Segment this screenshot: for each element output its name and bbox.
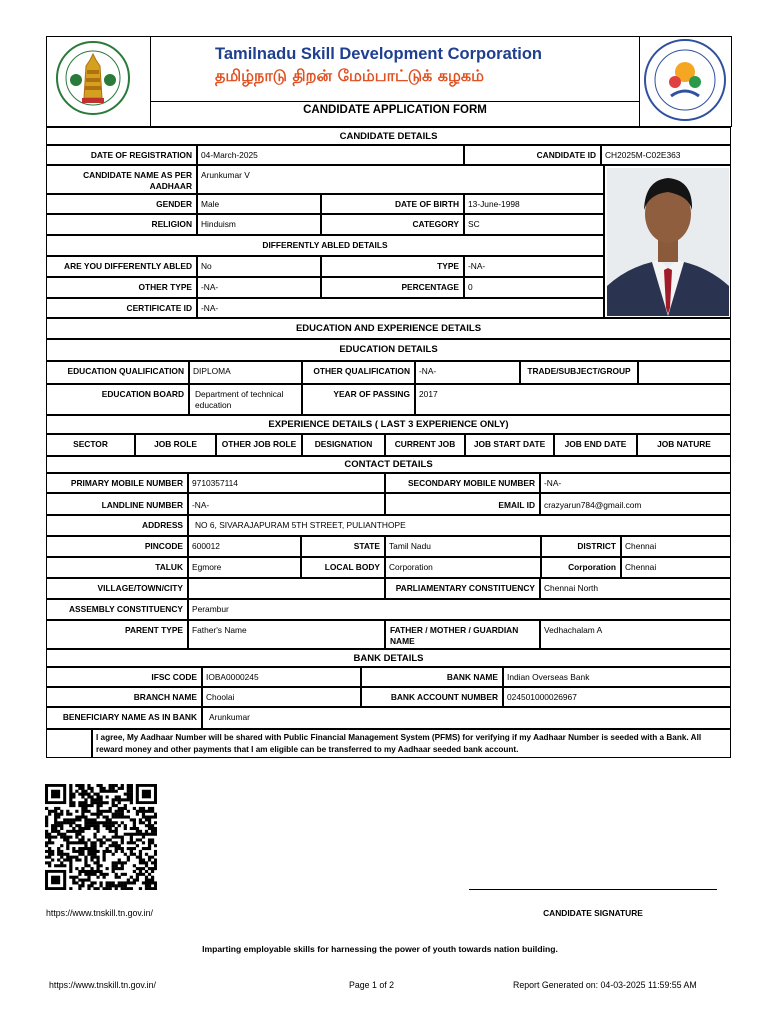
label-pincode: PINCODE [46, 536, 188, 557]
value-certificate-id: -NA- [197, 298, 604, 318]
section-bank-details: BANK DETAILS [46, 649, 731, 667]
tn-emblem-logo [54, 40, 132, 120]
section-education-experience: EDUCATION AND EXPERIENCE DETAILS [46, 318, 731, 339]
label-primary-mobile: PRIMARY MOBILE NUMBER [46, 473, 188, 493]
label-beneficiary-name: BENEFICIARY NAME AS IN BANK [46, 707, 202, 729]
label-year-of-passing: YEAR OF PASSING [302, 384, 415, 415]
value-pincode: 600012 [188, 536, 301, 557]
report-generated: Report Generated on: 04-03-2025 11:59:55 AM [513, 980, 697, 990]
exp-col-other-job-role: OTHER JOB ROLE [216, 434, 302, 456]
value-date-of-registration: 04-March-2025 [197, 145, 464, 165]
value-date-of-birth: 13-June-1998 [464, 194, 604, 214]
value-ifsc-code: IOBA0000245 [202, 667, 361, 687]
label-category: CATEGORY [321, 214, 464, 235]
label-bank-name: BANK NAME [361, 667, 503, 687]
label-father-mother-guardian: FATHER / MOTHER / GUARDIAN NAME [385, 620, 540, 649]
value-education-board: Department of technical education [189, 384, 302, 415]
label-date-of-registration: DATE OF REGISTRATION [46, 145, 197, 165]
value-corporation: Chennai [621, 557, 731, 578]
form-title: CANDIDATE APPLICATION FORM [303, 104, 487, 116]
candidate-photo [607, 168, 729, 316]
value-landline: -NA- [188, 493, 385, 515]
candidate-signature-label: CANDIDATE SIGNATURE [543, 908, 643, 918]
label-ifsc-code: IFSC CODE [46, 667, 202, 687]
value-bank-account-number: 024501000026967 [503, 687, 731, 707]
value-bank-name: Indian Overseas Bank [503, 667, 731, 687]
value-trade-subject-group [638, 361, 731, 384]
label-type: TYPE [321, 256, 464, 277]
value-district: Chennai [621, 536, 731, 557]
value-address: NO 6, SIVARAJAPURAM 5TH STREET, PULIANTHOPE [188, 515, 731, 536]
exp-col-job-end-date: JOB END DATE [554, 434, 637, 456]
section-differently-abled: DIFFERENTLY ABLED DETAILS [46, 235, 604, 256]
consent-checkbox-cell [46, 729, 92, 758]
value-local-body: Corporation [385, 557, 541, 578]
label-bank-account-number: BANK ACCOUNT NUMBER [361, 687, 503, 707]
label-education-board: EDUCATION BOARD [46, 384, 189, 415]
value-religion: Hinduism [197, 214, 321, 235]
value-gender: Male [197, 194, 321, 214]
signature-line [469, 889, 717, 890]
value-other-type: -NA- [197, 277, 321, 298]
tagline: Imparting employable skills for harnessing the power of youth towards nation building. [202, 944, 558, 954]
section-candidate-details: CANDIDATE DETAILS [46, 127, 731, 145]
value-village-town-city [188, 578, 385, 599]
value-primary-mobile: 9710357114 [188, 473, 385, 493]
exp-col-job-role: JOB ROLE [135, 434, 216, 456]
value-parliamentary-constituency: Chennai North [540, 578, 731, 599]
section-contact-details: CONTACT DETAILS [46, 456, 731, 473]
label-district: DISTRICT [541, 536, 621, 557]
exp-col-job-nature: JOB NATURE [637, 434, 731, 456]
value-candidate-id: CH2025M-C02E363 [601, 145, 731, 165]
label-percentage: PERCENTAGE [321, 277, 464, 298]
label-candidate-id: CANDIDATE ID [464, 145, 601, 165]
value-secondary-mobile: -NA- [540, 473, 731, 493]
label-gender: GENDER [46, 194, 197, 214]
label-assembly-constituency: ASSEMBLY CONSTITUENCY [46, 599, 188, 620]
label-address: ADDRESS [46, 515, 188, 536]
value-percentage: 0 [464, 277, 604, 298]
tnsdc-logo [643, 38, 727, 122]
value-assembly-constituency: Perambur [188, 599, 731, 620]
value-father-mother-guardian: Vedhachalam A [540, 620, 731, 649]
label-corporation: Corporation [541, 557, 621, 578]
value-candidate-name: Arunkumar V [197, 165, 604, 194]
value-year-of-passing: 2017 [415, 384, 731, 415]
value-state: Tamil Nadu [385, 536, 541, 557]
label-trade-subject-group: TRADE/SUBJECT/GROUP [520, 361, 638, 384]
page-number: Page 1 of 2 [349, 980, 394, 990]
qr-code [45, 784, 157, 890]
exp-col-current-job: CURRENT JOB [385, 434, 465, 456]
exp-col-designation: DESIGNATION [302, 434, 385, 456]
label-certificate-id: CERTIFICATE ID [46, 298, 197, 318]
value-email: crazyarun784@gmail.com [540, 493, 731, 515]
label-candidate-name: CANDIDATE NAME AS PER AADHAAR [46, 165, 197, 194]
label-date-of-birth: DATE OF BIRTH [321, 194, 464, 214]
label-email: EMAIL ID [385, 493, 540, 515]
label-landline: LANDLINE NUMBER [46, 493, 188, 515]
website-url[interactable]: https://www.tnskill.tn.gov.in/ [46, 908, 153, 918]
footer-url[interactable]: https://www.tnskill.tn.gov.in/ [49, 980, 156, 990]
value-education-qualification: DIPLOMA [189, 361, 302, 384]
label-village-town-city: VILLAGE/TOWN/CITY [46, 578, 188, 599]
section-experience-details: EXPERIENCE DETAILS ( LAST 3 EXPERIENCE ONLY) [46, 415, 731, 434]
label-branch-name: BRANCH NAME [46, 687, 202, 707]
label-differently-abled: ARE YOU DIFFERENTLY ABLED [46, 256, 197, 277]
org-name-english: Tamilnadu Skill Development Corporation [215, 45, 542, 63]
value-parent-type: Father's Name [188, 620, 385, 649]
label-parent-type: PARENT TYPE [46, 620, 188, 649]
exp-col-sector: SECTOR [46, 434, 135, 456]
label-religion: RELIGION [46, 214, 197, 235]
org-name-tamil: தமிழ்நாடு திறன் மேம்பாட்டுக் கழகம் [215, 66, 485, 85]
label-state: STATE [301, 536, 385, 557]
label-local-body: LOCAL BODY [301, 557, 385, 578]
value-other-qualification: -NA- [415, 361, 520, 384]
label-secondary-mobile: SECONDARY MOBILE NUMBER [385, 473, 540, 493]
consent-text: I agree, My Aadhaar Number will be shared with Public Financial Management System (PFMS) for verifying if my Aadhaar Number is seeded with a Bank. All reward money and other payments that I am eligible can be transferred to my Aadhaar seeded bank account. [92, 729, 731, 758]
value-taluk: Egmore [188, 557, 301, 578]
value-type: -NA- [464, 256, 604, 277]
section-education-details: EDUCATION DETAILS [46, 339, 731, 361]
value-category: SC [464, 214, 604, 235]
label-other-type: OTHER TYPE [46, 277, 197, 298]
value-beneficiary-name: Arunkumar [202, 707, 731, 729]
label-education-qualification: EDUCATION QUALIFICATION [46, 361, 189, 384]
label-parliamentary-constituency: PARLIAMENTARY CONSTITUENCY [385, 578, 540, 599]
label-other-qualification: OTHER QUALIFICATION [302, 361, 415, 384]
value-differently-abled: No [197, 256, 321, 277]
value-branch-name: Choolai [202, 687, 361, 707]
label-taluk: TALUK [46, 557, 188, 578]
exp-col-job-start-date: JOB START DATE [465, 434, 554, 456]
